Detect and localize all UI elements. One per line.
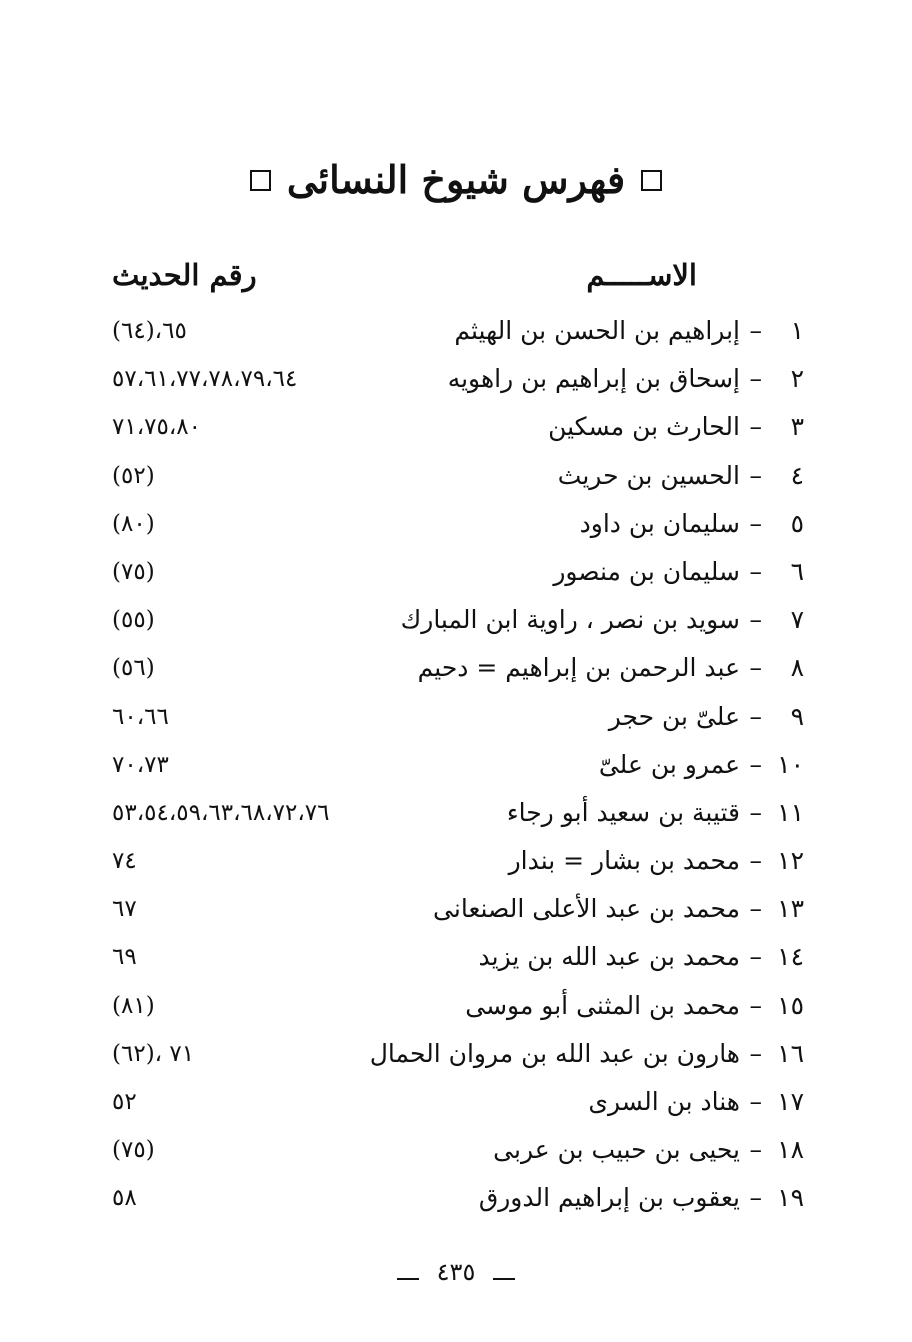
entry-number: ١٠ bbox=[777, 749, 804, 779]
entry-number: ١١ bbox=[777, 797, 804, 827]
entry-number: ٩ bbox=[790, 701, 804, 731]
entry-dash: – bbox=[749, 701, 762, 731]
entry-name: إسحاق بن إبراهيم بن راهويه bbox=[447, 364, 740, 394]
title-box-left bbox=[250, 170, 271, 191]
entry-number: ٣ bbox=[790, 412, 804, 442]
entry-dash: – bbox=[749, 605, 762, 635]
entry-number: ١٣ bbox=[777, 894, 804, 924]
entry-hadith-refs: ٥٧،٦١،٧٧،٧٨،٧٩،٦٤ bbox=[112, 366, 298, 393]
page-number-dash-left bbox=[397, 1268, 419, 1280]
list-item bbox=[0, 647, 912, 695]
list-item bbox=[0, 840, 912, 888]
list-item bbox=[0, 1033, 912, 1081]
page-number-footer bbox=[0, 1258, 912, 1286]
entry-name: هناد بن السرى bbox=[588, 1087, 740, 1116]
entry-hadith-refs: ٧٠،٧٣ bbox=[112, 751, 169, 778]
entry-number: ٨ bbox=[790, 653, 804, 683]
entry-name: هارون بن عبد الله بن مروان الحمال bbox=[369, 1038, 740, 1068]
entry-dash: – bbox=[749, 797, 762, 827]
list-item bbox=[0, 696, 912, 744]
entry-dash: – bbox=[749, 942, 762, 972]
list-item bbox=[0, 888, 912, 936]
entry-number: ٦ bbox=[790, 556, 804, 586]
entry-hadith-refs: (٨٠) bbox=[112, 510, 155, 537]
list-item bbox=[0, 792, 912, 840]
page-number: ٤٣٥ bbox=[436, 1258, 476, 1286]
entry-hadith-refs: ٦٩ bbox=[112, 944, 137, 971]
entry-hadith-refs: ٧٤ bbox=[112, 848, 137, 875]
title-box-right bbox=[641, 170, 662, 191]
entry-name: محمد بن بشار = بندار bbox=[508, 846, 740, 876]
entry-hadith-refs: (٦٢)، ٧١ bbox=[112, 1040, 195, 1067]
entry-name: سليمان بن داود bbox=[579, 508, 740, 538]
list-item bbox=[0, 503, 912, 551]
list-item bbox=[0, 1177, 912, 1225]
entry-dash: – bbox=[749, 508, 762, 538]
entry-hadith-refs: ٧١،٧٥،٨٠ bbox=[112, 414, 201, 441]
entry-dash: – bbox=[749, 556, 762, 586]
entry-number: ١٧ bbox=[777, 1087, 804, 1116]
entry-hadith-refs: ٥٨ bbox=[112, 1185, 137, 1212]
entry-number: ٢ bbox=[790, 364, 804, 394]
entry-number: ١٩ bbox=[777, 1183, 804, 1213]
list-item bbox=[0, 1081, 912, 1129]
list-item bbox=[0, 936, 912, 984]
column-header-name: الاســـــم bbox=[586, 258, 697, 292]
entry-hadith-refs: (٦٤)،٦٥ bbox=[112, 318, 187, 344]
entry-name: الحارث بن مسكين bbox=[548, 412, 740, 442]
entry-name: محمد بن عبد الله بن يزيد bbox=[478, 942, 740, 972]
entry-number: ٥ bbox=[790, 508, 804, 538]
entry-dash: – bbox=[749, 846, 762, 876]
entry-name: قتيبة بن سعيد أبو رجاء bbox=[506, 797, 740, 827]
entry-name: محمد بن عبد الأعلى الصنعانى bbox=[433, 894, 740, 924]
entry-name: علىّ بن حجر bbox=[608, 701, 740, 731]
entry-dash: – bbox=[749, 1038, 762, 1068]
list-item bbox=[0, 985, 912, 1033]
entry-dash: – bbox=[749, 412, 762, 442]
page-title: فهرس شيوخ النسائى bbox=[286, 157, 626, 202]
entry-dash: – bbox=[749, 749, 762, 779]
entry-name: عبد الرحمن بن إبراهيم = دحيم bbox=[417, 653, 740, 683]
list-item bbox=[0, 310, 912, 358]
list-item bbox=[0, 551, 912, 599]
entry-number: ٤ bbox=[790, 460, 804, 490]
entry-hadith-refs: (٧٥) bbox=[112, 558, 155, 585]
list-item bbox=[0, 406, 912, 454]
entry-number: ١٦ bbox=[777, 1038, 804, 1068]
entry-dash: – bbox=[749, 653, 762, 683]
entry-number: ١ bbox=[790, 316, 804, 345]
entry-hadith-refs: ٦٠،٦٦ bbox=[112, 703, 169, 730]
entry-name: يعقوب بن إبراهيم الدورق bbox=[478, 1183, 740, 1213]
entry-name: سليمان بن منصور bbox=[553, 556, 740, 586]
column-header-hadith-number: رقم الحديث bbox=[112, 258, 257, 292]
list-item bbox=[0, 358, 912, 406]
entry-number: ١٤ bbox=[777, 942, 804, 972]
list-item bbox=[0, 1129, 912, 1177]
entry-dash: – bbox=[749, 894, 762, 924]
entry-dash: – bbox=[749, 460, 762, 490]
title-row bbox=[0, 152, 912, 208]
entry-number: ١٥ bbox=[777, 990, 804, 1020]
entry-dash: – bbox=[749, 1183, 762, 1213]
entry-hadith-refs: ٥٣،٥٤،٥٩،٦٣،٦٨،٧٢،٧٦ bbox=[112, 799, 330, 826]
entry-dash: – bbox=[749, 990, 762, 1020]
entry-dash: – bbox=[749, 364, 762, 394]
entry-hadith-refs: ٥٢ bbox=[112, 1089, 137, 1115]
entry-name: محمد بن المثنى أبو موسى bbox=[465, 990, 740, 1020]
entry-hadith-refs: (٧٥) bbox=[112, 1137, 155, 1164]
entry-name: يحيى بن حبيب بن عربى bbox=[493, 1135, 740, 1165]
list-item bbox=[0, 455, 912, 503]
entry-number: ١٢ bbox=[777, 846, 804, 876]
entry-hadith-refs: (٥٢) bbox=[112, 462, 155, 489]
list-item bbox=[0, 599, 912, 647]
entry-name: عمرو بن علىّ bbox=[598, 749, 740, 779]
entry-hadith-refs: (٥٥) bbox=[112, 607, 155, 634]
entry-number: ٧ bbox=[790, 605, 804, 635]
entry-name: سويد بن نصر ، راوية ابن المبارك bbox=[400, 605, 740, 635]
entry-dash: – bbox=[749, 1087, 762, 1116]
entries-list bbox=[0, 310, 912, 1226]
entry-number: ١٨ bbox=[777, 1135, 804, 1165]
entry-dash: – bbox=[749, 1135, 762, 1165]
entry-hadith-refs: ٦٧ bbox=[112, 896, 137, 923]
entry-hadith-refs: (٥٦) bbox=[112, 655, 155, 682]
entry-hadith-refs: (٨١) bbox=[112, 992, 155, 1019]
page-number-dash-right bbox=[493, 1268, 515, 1280]
entry-name: الحسين بن حريث bbox=[557, 460, 740, 490]
entry-name: إبراهيم بن الحسن بن الهيثم bbox=[454, 316, 740, 345]
entry-dash: – bbox=[749, 316, 762, 345]
list-item bbox=[0, 744, 912, 792]
